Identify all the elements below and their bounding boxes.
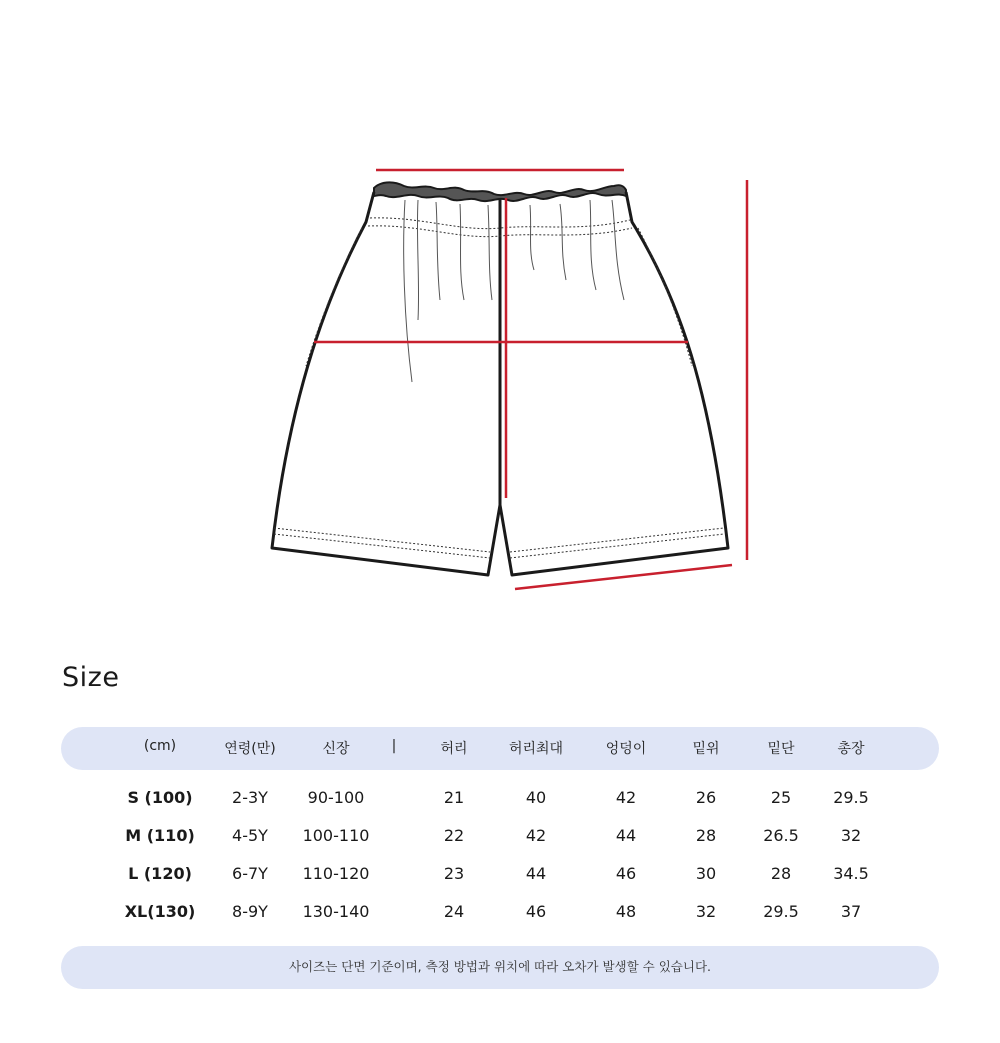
header-unit: (cm) [143, 738, 177, 754]
shorts-right-panel [500, 192, 728, 575]
header-divider: | [391, 738, 397, 754]
table-cell: 28 [695, 826, 717, 845]
hem-measure-line [515, 565, 732, 589]
table-row-label: M (110) [125, 826, 195, 845]
shorts-left-panel [272, 192, 500, 575]
table-row-label: L (120) [128, 864, 192, 883]
table-cell: 46 [615, 864, 637, 883]
table-cell: 21 [443, 788, 465, 807]
table-cell: 2-3Y [232, 788, 268, 807]
header-hem: 밑단 [767, 741, 795, 757]
table-cell: 44 [525, 864, 547, 883]
table-cell: 32 [695, 902, 717, 921]
table-cell: 90-100 [307, 788, 365, 807]
table-cell: 42 [525, 826, 547, 845]
size-section-title: Size [62, 662, 120, 693]
table-cell: 29.5 [833, 788, 869, 807]
table-cell: 8-9Y [232, 902, 268, 921]
table-cell: 40 [525, 788, 547, 807]
header-waist: 허리 [440, 741, 468, 757]
table-cell: 24 [443, 902, 465, 921]
header-waist-max: 허리최대 [508, 741, 564, 757]
table-cell: 4-5Y [232, 826, 268, 845]
table-cell: 23 [443, 864, 465, 883]
table-cell: 28 [770, 864, 792, 883]
table-cell: 26 [695, 788, 717, 807]
header-length: 총장 [837, 741, 865, 757]
table-cell: 100-110 [302, 826, 370, 845]
table-cell: 26.5 [763, 826, 799, 845]
table-cell: 42 [615, 788, 637, 807]
table-cell: 46 [525, 902, 547, 921]
table-cell: 37 [840, 902, 862, 921]
size-note-text: 사이즈는 단면 기준이며, 측정 방법과 위치에 따라 오차가 발생할 수 있습니다. [288, 959, 711, 974]
header-rise: 밑위 [692, 741, 720, 757]
table-cell: 48 [615, 902, 637, 921]
header-age: 연령(만) [224, 741, 276, 757]
table-cell: 130-140 [302, 902, 370, 921]
table-cell: 22 [443, 826, 465, 845]
table-cell: 34.5 [833, 864, 869, 883]
table-cell: 32 [840, 826, 862, 845]
table-cell: 110-120 [302, 864, 370, 883]
table-cell: 30 [695, 864, 717, 883]
table-row-label: XL(130) [124, 902, 196, 921]
table-cell: 29.5 [763, 902, 799, 921]
header-height: 신장 [322, 741, 350, 757]
table-cell: 6-7Y [232, 864, 268, 883]
table-cell: 25 [770, 788, 792, 807]
size-table-header-bar [61, 727, 939, 770]
header-hip: 엉덩이 [605, 741, 647, 757]
table-row-label: S (100) [127, 788, 193, 807]
table-cell: 44 [615, 826, 637, 845]
